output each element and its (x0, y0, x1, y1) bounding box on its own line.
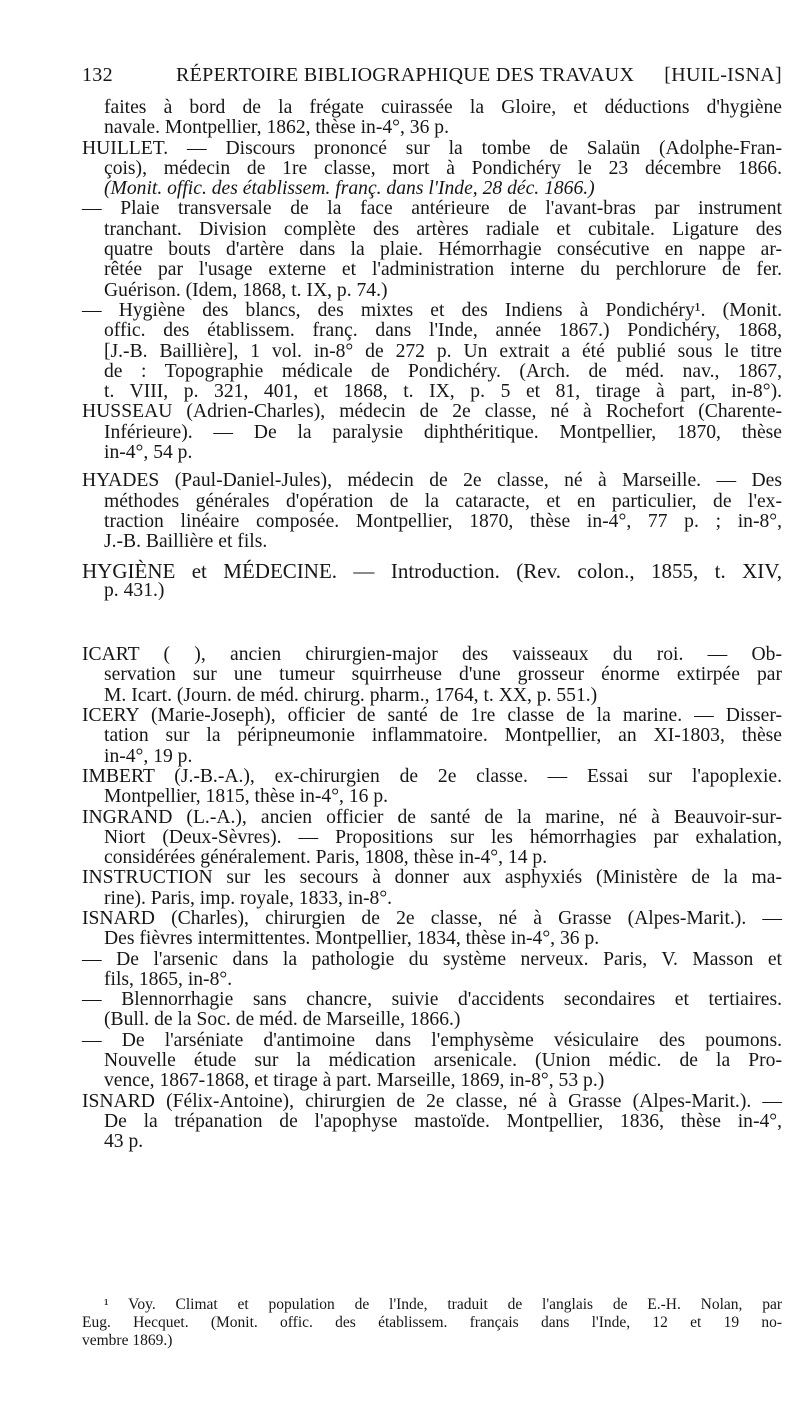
text-line: çois), médecin de 1re classe, mort à Pondichéry le 23 décembre 1866. (104, 157, 782, 179)
entry-icery: ICERY (Marie-Joseph), officier de santé de 1re classe de la marine. — Disser- (82, 705, 782, 727)
text-line: J.-B. Baillière et fils. (104, 531, 268, 553)
text-line: de : Topographie médicale de Pondichéry. (Arch. de méd. nav., 1867, (104, 360, 782, 382)
text-line: faites à bord de la frégate cuirassée la Gloire, et déductions d'hygiène (104, 97, 782, 118)
text-line: — De l'arséniate d'antimoine dans l'emphysème vésiculaire des poumons. (82, 1029, 782, 1051)
text-line: navale. Montpellier, 1862, thèse in-4°, 36 p. (104, 117, 449, 139)
text-line: in-4°, 19 p. (104, 745, 193, 767)
text-line: — Hygiène des blancs, des mixtes et des Indiens à Pondichéry¹. (Monit. (82, 299, 782, 321)
text-line: rêtée par l'usage externe et l'administration interne du perchlorure de fer. (104, 259, 782, 281)
entry-huillet: HUILLET. — Discours prononcé sur la tombe de Salaün (Adolphe-Fran- (82, 137, 782, 159)
text-line: servation sur une tumeur squirrheuse d'une grosseur énorme extirpée par (104, 664, 782, 686)
entry-imbert: IMBERT (J.-B.-A.), ex-chirurgien de 2e classe. — Essai sur l'apoplexie. (82, 765, 782, 787)
page-number: 132 (82, 64, 113, 86)
text-line: Des fièvres intermittentes. Montpellier, 1834, thèse in-4°, 36 p. (104, 928, 600, 950)
text-line: rine). Paris, imp. royale, 1833, in-8°. (104, 887, 393, 909)
text-line: De la trépanation de l'apophyse mastoïde. Montpellier, 1836, thèse in-4°, (104, 1110, 782, 1132)
text-line: Niort (Deux-Sèvres). — Propositions sur les hémorrhagies par exhalation, (104, 826, 782, 848)
footnote-line: ¹ Voy. Climat et population de l'Inde, traduit de l'anglais de E.-H. Nolan, par (104, 1296, 782, 1313)
text-line: Nouvelle étude sur la médication arsenicale. (Union médic. de la Pro- (104, 1050, 782, 1072)
running-header (82, 64, 782, 90)
footnote (82, 1296, 782, 1350)
text-line: (Monit. offic. des établissem. franç. dans l'Inde, 28 déc. 1866.) (104, 178, 595, 200)
footnote-line: Eug. Hecquet. (Monit. offic. des établissem. français dans l'Inde, 12 et 19 no- (82, 1314, 782, 1331)
text-line: [J.-B. Baillière], 1 vol. in-8° de 272 p. Un extrait a été publié sous le titre (104, 340, 782, 362)
page-body (82, 98, 782, 1153)
entry-icart: ICART ( ), ancien chirurgien-major des vaisseaux du roi. — Ob- (82, 644, 782, 666)
entry-instruction: INSTRUCTION sur les secours à donner aux asphyxiés (Ministère de la ma- (82, 867, 782, 889)
text-line: M. Icart. (Journ. de méd. chirurg. pharm., 1764, t. XX, p. 551.) (104, 684, 598, 706)
entry-ingrand: INGRAND (L.-A.), ancien officier de santé de la marine, né à Beauvoir-sur- (82, 806, 782, 828)
text-line: p. 431.) (104, 579, 165, 601)
footnote-line: vembre 1869.) (82, 1332, 173, 1349)
entry-hygiene-et-medecine: HYGIÈNE et MÉDECINE. — Introduction. (Rev. colon., 1855, t. XIV, (82, 558, 782, 583)
entry-hyades: HYADES (Paul-Daniel-Jules), médecin de 2e classe, né à Marseille. — Des (82, 470, 782, 492)
text-line: t. VIII, p. 321, 401, et 1868, t. IX, p. 5 et 81, tirage à part, in-8°). (104, 381, 782, 403)
entry-isnard-charles: ISNARD (Charles), chirurgien de 2e classe, né à Grasse (Alpes-Marit.). — (82, 907, 782, 929)
text-line: tranchant. Division complète des artères radiale et cubitale. Ligature des (104, 218, 782, 240)
text-line: (Bull. de la Soc. de méd. de Marseille, 1866.) (104, 1009, 461, 1031)
text-line: tation sur la péripneumonie inflammatoire. Montpellier, an XI-1803, thèse (104, 725, 782, 747)
text-line: vence, 1867-1868, et tirage à part. Marseille, 1869, in-8°, 53 p.) (104, 1070, 605, 1092)
text-line: méthodes générales d'opération de la cataracte, et en particulier, de l'ex- (104, 490, 782, 512)
text-line: Guérison. (Idem, 1868, t. IX, p. 74.) (104, 279, 388, 301)
text-line: Inférieure). — De la paralysie diphthéritique. Montpellier, 1870, thèse (104, 421, 782, 443)
entry-range: [HUIL-ISNA] (664, 64, 782, 86)
entry-husseau: HUSSEAU (Adrien-Charles), médecin de 2e classe, né à Rochefort (Charente- (82, 401, 782, 423)
entry-isnard-felix: ISNARD (Félix-Antoine), chirurgien de 2e classe, né à Grasse (Alpes-Marit.). — (82, 1090, 782, 1112)
text-line: Montpellier, 1815, thèse in-4°, 16 p. (104, 786, 389, 808)
text-line: quatre bouts d'artère dans la plaie. Hémorrhagie consécutive en nappe ar- (104, 239, 782, 261)
text-line: traction linéaire composée. Montpellier, 1870, thèse in-4°, 77 p. ; in-8°, (104, 510, 782, 532)
text-line: in-4°, 54 p. (104, 442, 193, 464)
text-line: — De l'arsenic dans la pathologie du système nerveux. Paris, V. Masson et (82, 948, 782, 970)
text-line: 43 p. (104, 1131, 144, 1153)
text-line: — Blennorrhagie sans chancre, suivie d'accidents secondaires et tertiaires. (82, 989, 782, 1011)
text-line: — Plaie transversale de la face antérieure de l'avant-bras par instrument (82, 198, 782, 220)
running-title: RÉPERTOIRE BIBLIOGRAPHIQUE DES TRAVAUX (176, 64, 635, 86)
text-line: fils, 1865, in-8°. (104, 968, 233, 990)
text-line: considérées généralement. Paris, 1808, thèse in-4°, 14 p. (104, 847, 548, 869)
text-line: offic. des établissem. franç. dans l'Inde, année 1867.) Pondichéry, 1868, (104, 320, 782, 342)
